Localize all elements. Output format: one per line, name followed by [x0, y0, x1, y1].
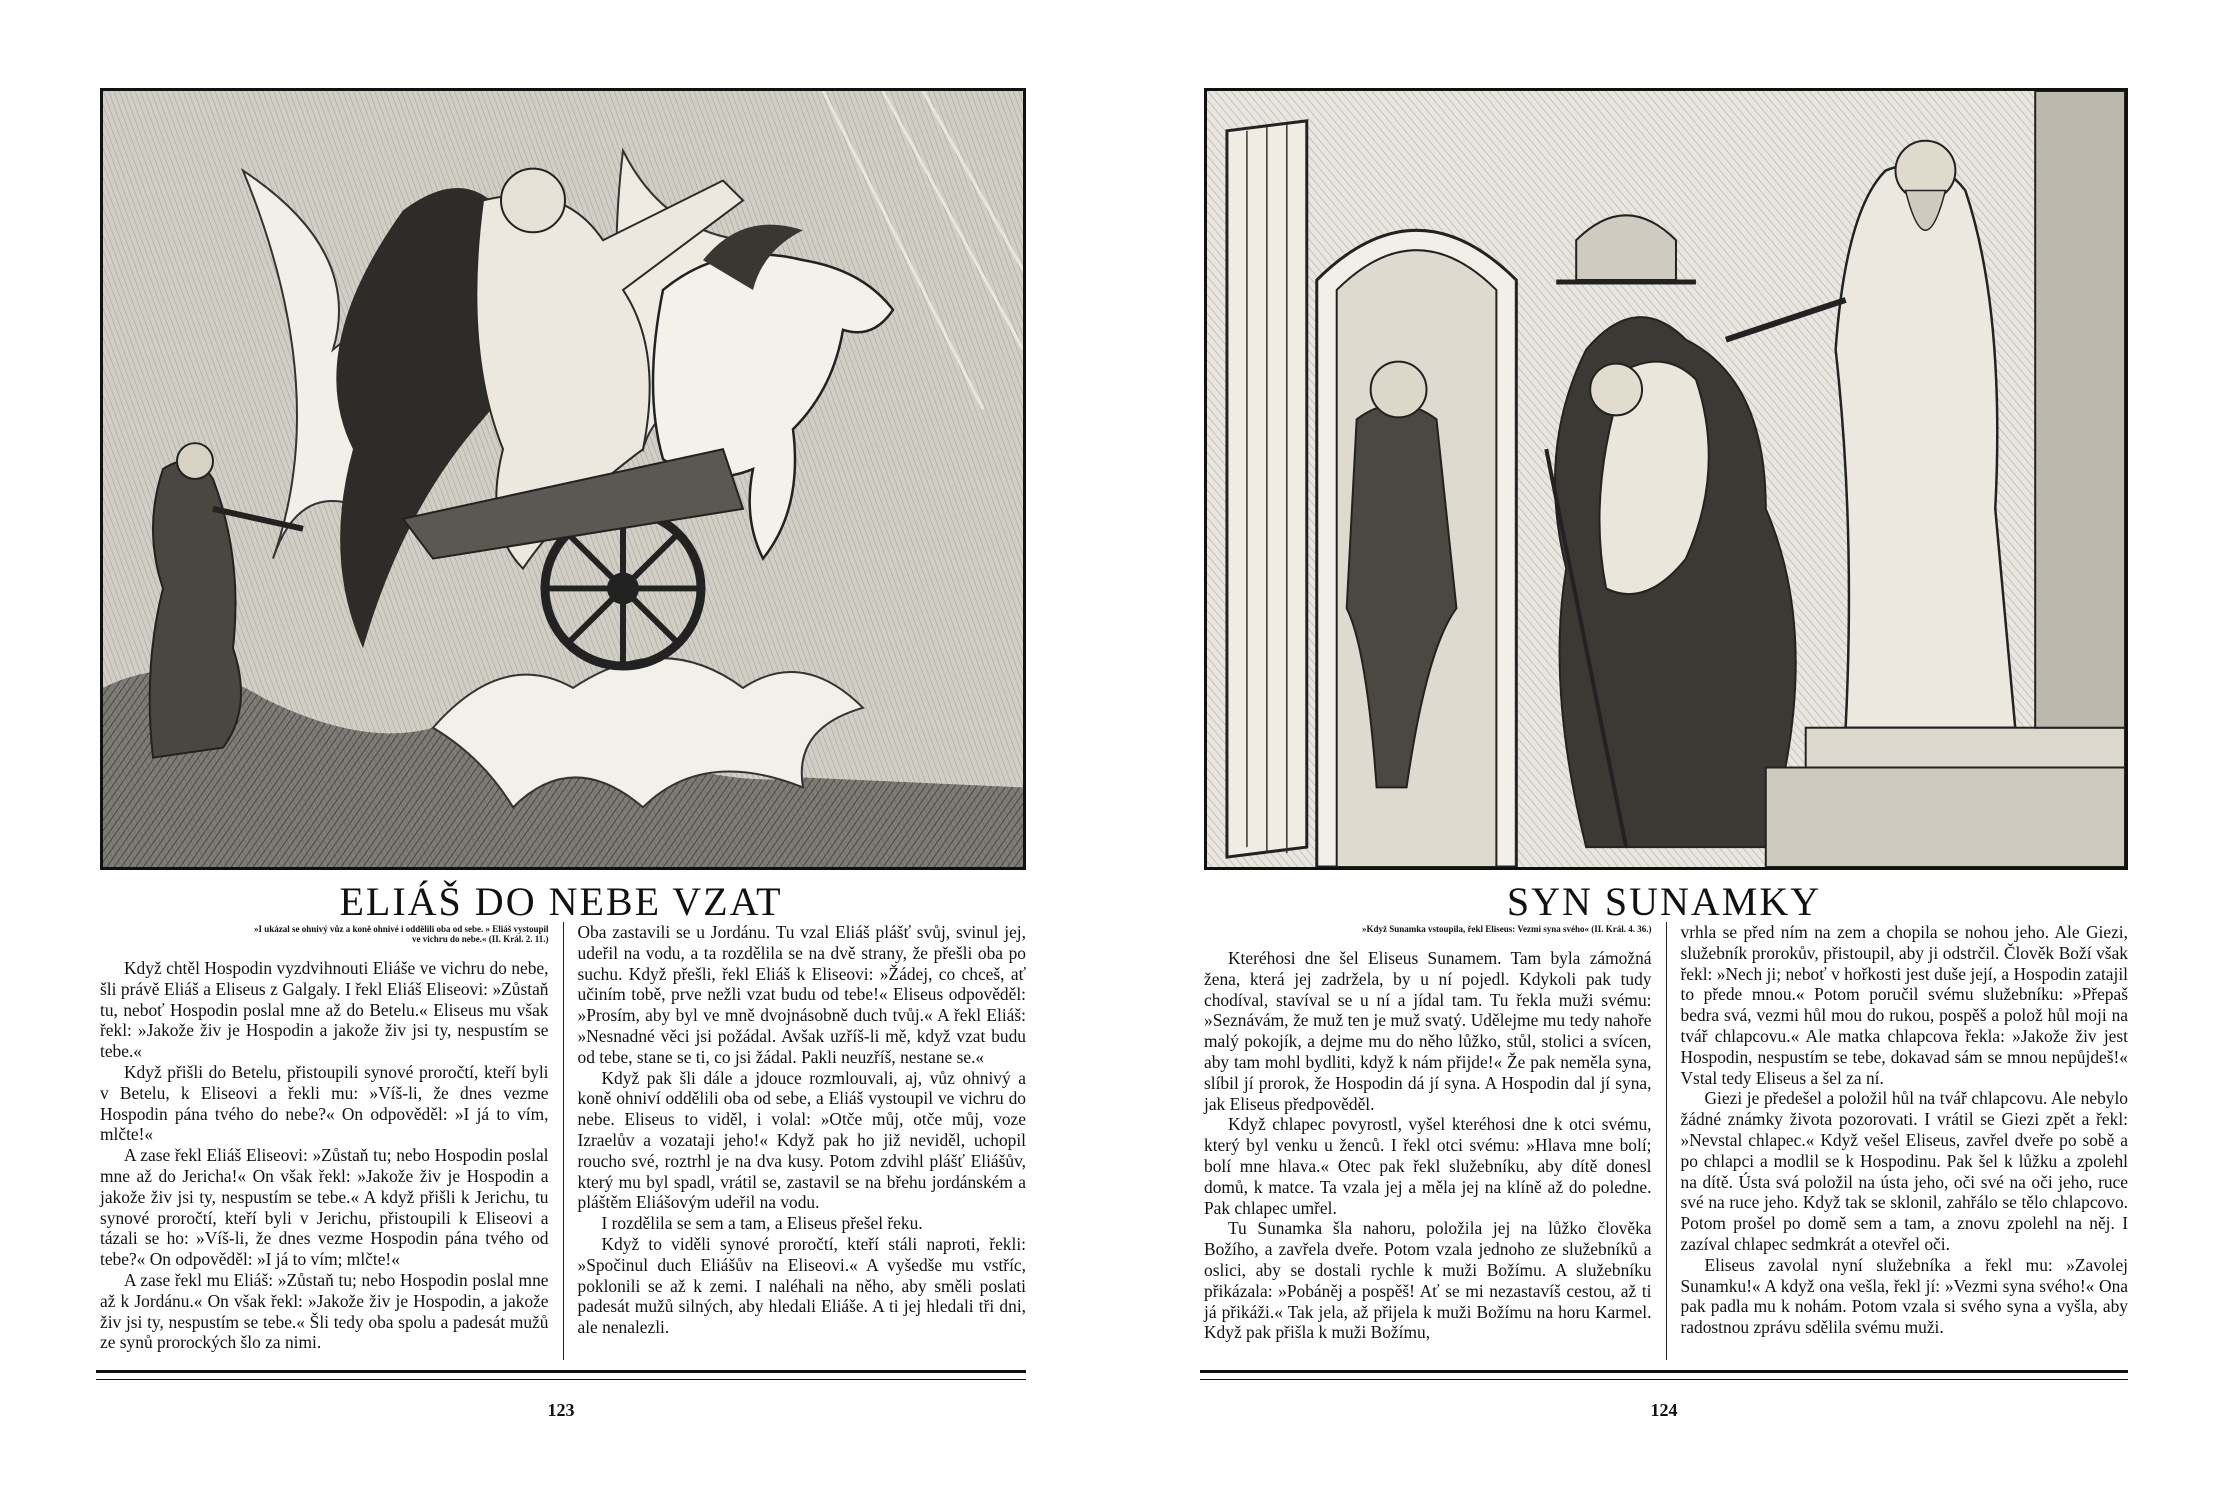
paragraph: vrhla se před ním na zem a chopila se nohou jeho. Ale Giezi, služebník prorokův, přistoupil, aby ji odstrčil. Člověk Boží však řekl: »Nech ji; neboť v hořkosti jest duše její, a Hospodin zatajil to přede mnou.« Potom poručil svému služebníku: »Přepaš bedra svá, vezmi hůl mou do rukou, pospěš a polož hůl moji na tvář chlapcovu.« Ale matka chlapcova řekla: »Jakože živ jest Hospodin, nespustím se tebe, dokavad sám se mnou nepůjdeš!« Vstal tedy Eliseus a šel za ní. — [1680, 922, 2128, 1088]
right-page — [1200, 0, 2128, 1500]
text-column-1 — [100, 922, 563, 1360]
text-column-2 — [563, 922, 1027, 1360]
paragraph: Když to viděli synové proročtí, kteří stáli naproti, řekli: »Spočinul duch Eliášův na Eliseovi.« A vyšedše mu vstříc, poklonili se až k zemi. I naléhali na něho, aby směli poslati padesát mužů silných, aby hledali Eliáše. A ti jej hledali tři dni, ale nenalezli. — [577, 1233, 1026, 1338]
text-columns — [100, 922, 1026, 1360]
text-column-2 — [1666, 922, 2129, 1360]
left-page — [96, 0, 1026, 1500]
paragraph: A zase řekl Eliáš Eliseovi: »Zůstaň tu; nebo Hospodin poslal mne až do Jericha!« On však řekl: »Jakože živ je Hospodin a jakože živ jsi ty, nespustím se tebe.« A když přišli k Jerichu, tu synové proročtí, kteří byli v Jerichu, přistoupili k Eliseovi a tázali se ho: »Víš-li, že dnes vezme Hospodin pána tvého od tebe?« On odpověděl: »I já to vím; mlčte!« — [100, 1145, 549, 1270]
page-title: ELIÁŠ DO NEBE VZAT — [339, 879, 783, 924]
footer-rule — [96, 1370, 1026, 1380]
figure-caption: »I ukázal se ohnivý vůz a koně ohnivé i oddělili oba od sebe. » Eliáš vystoupil ve vichru do nebe.« (II. Král. 2. 11.) — [253, 924, 549, 944]
illustration-elijah — [100, 88, 1026, 870]
page-title: SYN SUNAMKY — [1506, 879, 1822, 924]
paragraph: Když chlapec povyrostl, vyšel kteréhosi dne k otci svému, který byl venku u ženců. I řekl otci svému: »Hlava mne bolí; bolí mne hlava.« Otec pak řekl služebníku, aby dítě donesl domů, k matce. Ta vzala jej a měla jej na klíně až do poledne. Pak chlapec umřel. — [1204, 1114, 1652, 1218]
paragraph: Oba zastavili se u Jordánu. Tu vzal Eliáš plášť svůj, svinul jej, udeřil na vodu, a ta rozdělila se na dvě strany, že přešli oba po suchu. Když přešli, řekl Eliáš k Eliseovi: »Žádej, co chceš, ať učiním tobě, prve nežli vzat budu od tebe!« Eliseus odpověděl: »Prosím, aby byl ve mně dvojnásobně duch tvůj.« A řekl Eliáš: »Nesnadné věci jsi požádal. Avšak uzříš-li mě, když vzat budu od tebe, stane se ti, co jsi žádal. Pakli neuzříš, nestane se.« — [577, 922, 1026, 1067]
footer-rule — [1200, 1370, 2128, 1380]
paragraph: A zase řekl mu Eliáš: »Zůstaň tu; nebo Hospodin poslal mne až k Jordánu.« On však řekl: »Jakože živ je Hospodin, a jakože živ jsi ty, nespustím se tebe.« Šli tedy oba spolu a padesát mužů ze synů prorockých šlo za nimi. — [100, 1269, 549, 1353]
figure-caption: »Když Sunamka vstoupila, řekl Eliseus: Vezmi syna svého« (II. Král. 4. 36.) — [1361, 924, 1652, 934]
paragraph: Giezi je předešel a položil hůl na tvář chlapcovu. Ale nebylo žádné známky života pozorovati. I vrátil se Giezi zpět a řekl: »Nevstal chlapec.« Když vešel Eliseus, zavřel dveře po sobě a po chlapci a modlil se k Hospodinu. Pak šel k lůžku a zpolehl na dítě. Ústa svá položil na ústa jeho, oči své na oči jeho, ruce své na ruce jeho. Když tak se sklonil, zahřálo se tělo chlapcovo. Potom prošel po domě sem a tam, a znovu zpolehl na něj. I zazíval chlapec sedmkrát a otevřel oči. — [1680, 1088, 2128, 1254]
illustration-shunammite — [1204, 88, 2128, 870]
paragraph: I rozdělila se sem a tam, a Eliseus přešel řeku. — [601, 1213, 923, 1234]
page-number: 124 — [1650, 1400, 1678, 1420]
text-column-1 — [1204, 922, 1666, 1360]
paragraph: Kteréhosi dne šel Eliseus Sunamem. Tam byla zámožná žena, která jej zadržela, by u ní pojedl. Kdykoli pak tudy chodíval, stavíval se u ní a jídal tam. Tu řekla muži svému: »Seznávám, že muž ten je muž svatý. Udělejme mu tedy nahoře malý pokojík, a dejme mu do něho lůžko, stůl, stolici a svícen, aby tam mohl bydliti, když k nám přijde!« Že pak neměla syna, slíbil jí prorok, že Hospodin dá jí syna. A Hospodin dal jí syna, jak Eliseus předpověděl. — [1204, 948, 1652, 1114]
paragraph: Tu Sunamka šla nahoru, položila jej na lůžko člověka Božího, a zavřela dveře. Potom vzala jednoho ze služebníků a oslici, aby se dostali rychle k muži Božímu. A služebníku přikázala: »Pobáněj a pospěš! Ať se mi nezastavíš cestou, až ti já přikáži.« Tak jela, až přijela k muži Božímu na horu Karmel. Když pak přišla k muži Božímu, — [1204, 1218, 1652, 1343]
page-number: 123 — [547, 1400, 575, 1420]
paragraph: Když pak šli dále a jdouce rozmlouvali, aj, vůz ohnivý a koně ohniví oddělili oba od sebe, a Eliáš vystoupil ve vichru do nebe. Eliseus to viděl, i volal: »Otče můj, otče můj, voze Izraelův a vozataji jeho!« Když pak ho již neviděl, uchopil roucho své, roztrhl je na dva kusy. Potom zdvihl plášť Eliášův, který mu byl spadl, vrátil se, zastavil se na břehu jordánském a pláštěm Eliášovým udeřil na vodu. — [577, 1067, 1026, 1213]
paragraph: Eliseus zavolal nyní služebníka a řekl mu: »Zavolej Sunamku!« A když ona vešla, řekl jí: »Vezmi syna svého!« Ona pak padla mu k nohám. Potom vzala si svého syna a vyšla, aby radostnou zprávu sdělila svému muži. — [1680, 1254, 2128, 1338]
text-columns — [1204, 922, 2128, 1360]
paragraph: Když chtěl Hospodin vyzdvihnouti Eliáše ve vichru do nebe, šli právě Eliáš a Eliseus z Galgaly. I řekl Eliáš Eliseovi: »Zůstaň tu, neboť Hospodin poslal mne až do Betelu.« Eliseus mu však řekl: »Jakože živ je Hospodin a jakože živ jsi ty, nespustím se tebe.« — [100, 958, 549, 1062]
paragraph: Když přišli do Betelu, přistoupili synové proročtí, kteří byli v Betelu, k Eliseovi a řekli mu: »Víš-li, že dnes vezme Hospodin pána tvého do nebe?« On odpověděl: »I já to vím, mlčte!« — [100, 1061, 549, 1145]
